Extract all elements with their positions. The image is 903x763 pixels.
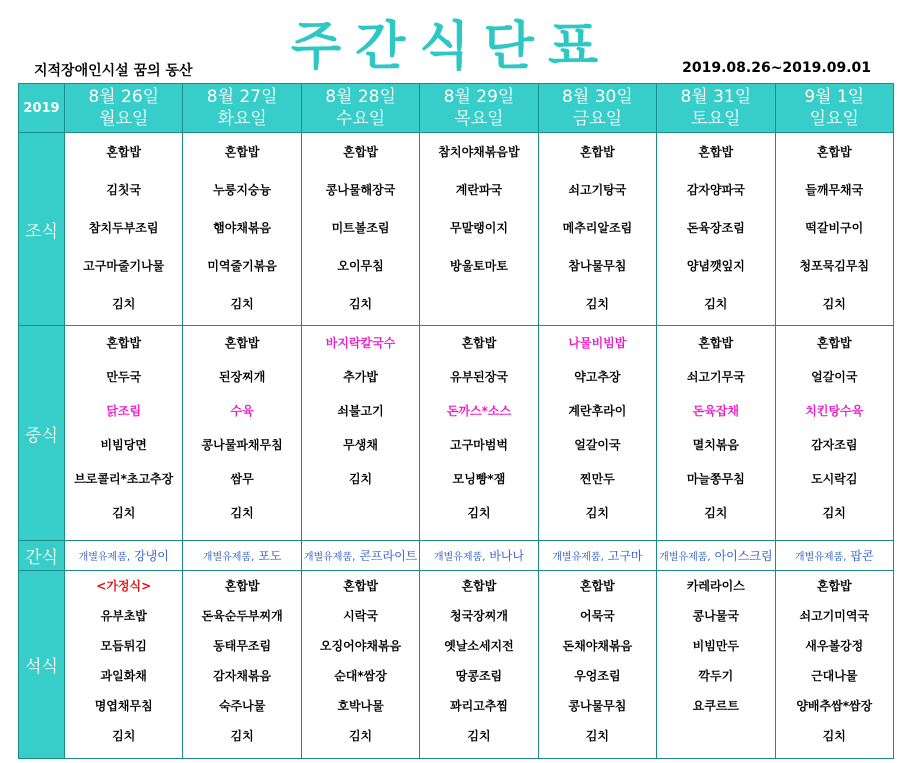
snack-cell <box>65 540 183 570</box>
dinner-item: 시락국 <box>343 608 378 623</box>
snack-row <box>19 540 894 570</box>
snack-item: 아이스크림 <box>714 548 773 563</box>
dinner-cell <box>775 570 893 758</box>
lunch-cell <box>775 326 893 540</box>
breakfast-item: 무말랭이지 <box>449 221 508 236</box>
lunch-item <box>302 496 419 530</box>
breakfast-item: 김치 <box>348 297 373 312</box>
day-date: 8월 26일 <box>88 87 160 108</box>
lunch-item: 된장찌개 <box>218 370 266 385</box>
dinner-cell <box>65 570 183 758</box>
dinner-item: 청국장찌개 <box>449 608 508 623</box>
dinner-item: 땅콩조림 <box>455 668 503 683</box>
dinner-item: 어묵국 <box>580 608 615 623</box>
breakfast-item: 떡갈비구이 <box>805 221 864 236</box>
day-header-sat <box>657 84 775 133</box>
dinner-cell <box>657 570 775 758</box>
snack-cell <box>301 540 419 570</box>
lunch-item: 김치 <box>585 506 609 521</box>
snack-label: 개별유제품, <box>303 551 356 563</box>
dinner-item: 쇠고기미역국 <box>799 608 870 623</box>
dinner-item: 돈채야채볶음 <box>562 638 633 653</box>
snack-cell <box>183 540 301 570</box>
breakfast-item: 청포묵김무침 <box>799 259 870 274</box>
day-header-fri <box>538 84 656 133</box>
breakfast-item: 계란파국 <box>455 183 503 198</box>
lunch-item: 계란후라이 <box>568 404 627 419</box>
lunch-item: 도시락김 <box>811 472 858 487</box>
breakfast-item: 김치 <box>112 297 136 312</box>
dinner-item: 근대나물 <box>811 668 858 683</box>
dinner-cell <box>183 570 301 758</box>
dinner-item: 과일화채 <box>100 668 147 683</box>
lunch-cell <box>183 326 301 540</box>
day-date: 8월 30일 <box>562 87 633 108</box>
dinner-item: <가정식> <box>96 578 152 593</box>
lunch-cell <box>65 326 183 540</box>
lunch-item: 콩나물파채무침 <box>201 438 283 453</box>
dinner-item: 명엽채무침 <box>94 698 153 713</box>
breakfast-item: 혼합밥 <box>343 145 378 160</box>
breakfast-item: 혼합밥 <box>698 145 734 160</box>
breakfast-item: 김치 <box>230 297 254 312</box>
dinner-item: 숙주나물 <box>218 698 266 713</box>
day-date: 8월 27일 <box>206 87 278 108</box>
lunch-item: 쇠불고기 <box>337 404 384 419</box>
lunch-item: 혼합밥 <box>224 336 260 351</box>
breakfast-item: 감자양파국 <box>686 183 745 198</box>
snack-label: 개별유제품, <box>552 551 604 563</box>
lunch-item: 멸치볶음 <box>692 438 739 453</box>
dinner-item: 혼합밥 <box>343 578 378 593</box>
snack-label: 개별유제품, <box>433 551 486 563</box>
snack-cell <box>775 540 893 570</box>
lunch-item: 약고추장 <box>574 370 621 385</box>
breakfast-cell <box>301 133 419 326</box>
menu-period: 2019.08.26~2019.09.01 <box>682 60 871 76</box>
dinner-item: 감자채볶음 <box>213 668 272 683</box>
breakfast-row <box>19 133 894 326</box>
snack-item: 고구마 <box>607 548 643 563</box>
breakfast-item: 고구마줄기나물 <box>83 259 165 274</box>
dinner-item: 양배추쌈*쌈장 <box>796 698 873 713</box>
snack-label: 개별유제품, <box>202 551 255 563</box>
day-header-thu <box>420 84 538 133</box>
dinner-item: 요쿠르트 <box>692 698 739 713</box>
breakfast-cell <box>183 133 301 326</box>
dinner-item: 모듬튀김 <box>100 638 147 653</box>
facility-name: 지적장애인시설 꿈의 동산 <box>34 63 193 79</box>
dinner-cell <box>301 570 419 758</box>
breakfast-item: 김칫국 <box>106 183 142 198</box>
lunch-item: 김치 <box>348 472 373 487</box>
dinner-item: 돈육순두부찌개 <box>201 608 283 623</box>
day-header-sun <box>775 84 893 133</box>
breakfast-item: 김치 <box>822 297 846 312</box>
breakfast-item: 들깨무채국 <box>805 183 864 198</box>
meal-label-snack: 간식 <box>19 540 65 570</box>
dinner-item: 콩나물무침 <box>568 698 627 713</box>
dinner-item: 혼합밥 <box>461 578 497 593</box>
breakfast-item: 김치 <box>585 297 609 312</box>
dinner-item: 옛날소세지전 <box>444 638 514 653</box>
day-weekday: 수요일 <box>335 109 386 130</box>
lunch-item: 유부된장국 <box>449 370 508 385</box>
breakfast-item: 참치두부조림 <box>88 221 159 236</box>
day-weekday: 금요일 <box>572 109 623 130</box>
dinner-item: 김치 <box>585 728 609 743</box>
lunch-item: 쌈무 <box>230 472 254 487</box>
snack-cell <box>420 540 538 570</box>
lunch-item: 얼갈이국 <box>811 370 858 385</box>
breakfast-item: 혼합밥 <box>580 145 615 160</box>
snack-item: 강냉이 <box>134 548 169 563</box>
dinner-item: 김치 <box>467 728 491 743</box>
snack-label: 개별유제품, <box>78 551 131 563</box>
day-header-tue <box>183 84 301 133</box>
lunch-cell <box>301 326 419 540</box>
breakfast-item: 미역줄기볶음 <box>207 259 277 274</box>
lunch-item: 나물비빔밥 <box>568 336 627 351</box>
lunch-item: 추가밥 <box>343 370 378 385</box>
lunch-item: 닭조림 <box>106 404 142 419</box>
lunch-item: 찐만두 <box>580 472 615 487</box>
snack-item: 콘프라이트 <box>359 548 418 563</box>
lunch-item: 김치 <box>467 506 491 521</box>
meal-label-breakfast: 조식 <box>19 133 65 326</box>
breakfast-item: 쇠고기탕국 <box>568 183 627 198</box>
dinner-item: 혼합밥 <box>224 578 260 593</box>
snack-item: 팝콘 <box>850 548 874 563</box>
year-cell: 2019 <box>19 84 65 133</box>
dinner-item: 혼합밥 <box>580 578 615 593</box>
breakfast-item: 참나물무침 <box>568 259 627 274</box>
snack-cell <box>657 540 775 570</box>
breakfast-item: 오이무침 <box>337 259 384 274</box>
day-header-mon <box>65 84 183 133</box>
lunch-cell <box>420 326 538 540</box>
snack-item: 바나나 <box>489 548 525 563</box>
dinner-item: 우엉조림 <box>574 668 621 683</box>
day-weekday: 일요일 <box>809 109 859 130</box>
breakfast-cell <box>65 133 183 326</box>
meal-label-lunch: 중식 <box>19 326 65 540</box>
breakfast-item: 미트볼조림 <box>331 221 390 236</box>
lunch-item: 감자조림 <box>811 438 858 453</box>
breakfast-item: 돈육장조림 <box>686 221 745 236</box>
lunch-item: 김치 <box>704 506 728 521</box>
dinner-item: 김치 <box>230 728 254 743</box>
breakfast-cell <box>657 133 775 326</box>
dinner-item: 꽈리고추찜 <box>449 698 508 713</box>
breakfast-item: 누룽지숭늉 <box>213 183 272 198</box>
snack-cell <box>538 540 656 570</box>
breakfast-item: 참치야채볶음밥 <box>438 145 520 160</box>
lunch-item: 모닝빵*잼 <box>452 472 506 487</box>
lunch-item: 고구마범벅 <box>449 438 508 453</box>
breakfast-item: 방울토마토 <box>449 259 508 274</box>
dinner-item: 콩나물국 <box>692 608 739 623</box>
weekly-menu-table <box>18 83 894 759</box>
lunch-item: 무생채 <box>343 438 378 453</box>
dinner-item: 순대*쌈장 <box>334 668 387 683</box>
lunch-item: 쇠고기무국 <box>686 370 745 385</box>
lunch-item: 수육 <box>230 404 254 419</box>
dinner-item: 유부초밥 <box>100 608 147 623</box>
lunch-item: 돈육잡채 <box>692 404 739 419</box>
dinner-item: 김치 <box>348 728 373 743</box>
lunch-row <box>19 326 894 540</box>
header-row <box>19 84 894 133</box>
breakfast-cell <box>538 133 656 326</box>
breakfast-cell <box>775 133 893 326</box>
dinner-item: 비빔만두 <box>692 638 739 653</box>
snack-label: 개별유제품, <box>659 551 711 563</box>
lunch-item: 김치 <box>112 506 136 521</box>
dinner-item: 카레라이스 <box>686 578 745 593</box>
lunch-item: 혼합밥 <box>816 336 852 351</box>
day-weekday: 화요일 <box>217 109 267 130</box>
lunch-cell <box>657 326 775 540</box>
day-header-wed <box>301 84 419 133</box>
dinner-item: 깍두기 <box>698 668 734 683</box>
day-date: 8월 28일 <box>325 87 396 108</box>
dinner-row <box>19 570 894 758</box>
lunch-item: 마늘쫑무침 <box>686 472 745 487</box>
dinner-item: 호박나물 <box>337 698 384 713</box>
lunch-item: 혼합밥 <box>106 336 142 351</box>
breakfast-cell <box>420 133 538 326</box>
lunch-item: 혼합밥 <box>461 336 497 351</box>
breakfast-item: 메추리알조림 <box>562 221 633 236</box>
dinner-item: 혼합밥 <box>816 578 852 593</box>
meal-label-dinner: 석식 <box>19 570 65 758</box>
breakfast-item: 혼합밥 <box>816 145 852 160</box>
dinner-item: 김치 <box>112 728 136 743</box>
dinner-item: 새우볼강정 <box>805 638 864 653</box>
day-weekday: 토요일 <box>691 109 741 130</box>
snack-item: 포도 <box>258 548 282 563</box>
dinner-item: 김치 <box>822 728 846 743</box>
dinner-cell <box>538 570 656 758</box>
lunch-item: 김치 <box>822 506 846 521</box>
breakfast-item: 햄야채볶음 <box>213 221 272 236</box>
lunch-item: 비빔당면 <box>100 438 147 453</box>
lunch-item: 돈까스*소스 <box>446 404 512 419</box>
breakfast-item: 혼합밥 <box>224 145 260 160</box>
snack-label: 개별유제품, <box>794 551 847 563</box>
lunch-item: 치킨탕수육 <box>805 404 864 419</box>
day-weekday: 월요일 <box>99 109 149 130</box>
breakfast-item: 혼합밥 <box>106 145 142 160</box>
breakfast-item <box>420 285 537 323</box>
breakfast-item: 김치 <box>704 297 728 312</box>
dinner-cell <box>420 570 538 758</box>
day-date: 9월 1일 <box>804 87 865 108</box>
day-date: 8월 29일 <box>443 87 515 108</box>
lunch-cell <box>538 326 656 540</box>
lunch-item: 브로콜리*초고추장 <box>74 472 174 487</box>
lunch-item: 만두국 <box>106 370 142 385</box>
lunch-item: 바지락칼국수 <box>325 336 396 351</box>
dinner-item <box>657 721 774 751</box>
page-title: 주간식단표 <box>290 17 613 77</box>
dinner-item: 동태무조림 <box>213 638 272 653</box>
breakfast-item: 콩나물해장국 <box>325 183 396 198</box>
day-weekday: 목요일 <box>454 109 504 130</box>
lunch-item: 얼갈이국 <box>574 438 621 453</box>
dinner-item: 오징어야채볶음 <box>319 638 402 653</box>
day-date: 8월 31일 <box>680 87 752 108</box>
breakfast-item: 양념깻잎지 <box>686 259 745 274</box>
lunch-item: 김치 <box>230 506 254 521</box>
lunch-item: 혼합밥 <box>698 336 734 351</box>
